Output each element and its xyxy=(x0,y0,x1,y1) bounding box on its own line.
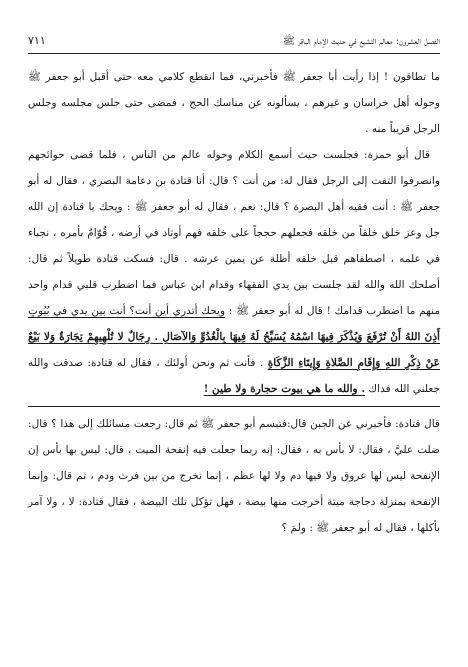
paragraph-3: قال قتادة: فأخبرني عن الجبن قال:فتبسم أبو جعفر ﷺ ثم قال: رجعت مسائلك إلى هذا ؟ قال: ضلت عليَّ ، فقال: لا بأس به ، فقال: إنه ربما جعلت فيه إنفحة الميت ، قال: ليس بها بأس إن الإنفحة ليس لها عروق ولا فيها دم ولا لها عظم ، إنما تخرج من بين فرث ودم ، ثم قال: وإنما الإنفحة بمنزلة دجاجة ميتة أخرجت منها بيضة ، فهل تؤكل تلك البيضة ، فقال قتادة: لا ، ولا آمر بأكلها ، فقال له أبو جعفر ﷺ : ولمَ ؟ xyxy=(28,418,440,534)
quran-verse: أَذِنَ اللهُ أَنْ تُرْفَعَ وَيُذْكَرَ فِيهَا اسْمُهُ يُسَبِّحُ لَهُ فِيهَا بِالْغُدُوِّ وَالآصَالِ . رِجَالٌ لا تُلْهِيهِمْ تِجَارَةٌ وَلا بَيْعٌ عَنْ ذِكْرِ اللهِ وَإِقَامِ الصَّلاةِ وَإِيتَاءِ الزَّكَاةِ xyxy=(28,331,440,369)
paragraph-2-text: قال أبو حمزة: فجلست حيث أسمع الكلام وحوله عالم من الناس ، فلما قضى حوائجهم وانصرفوا التفت إلى الرجل فقال له: من أنت ؟ قال: أنا قتادة بن دعامة البصري ، فقال له أبو جعفر ﷺ : أنت فقيه أهل البصرة ؟ قال: نعم ، فقال له أبو جعفر ﷺ : ويحك يا قتادة إن الله جل وعز خلق خلقاً من خلقه فجعلهم حججاً على خلقه فهم أوتاد في أرضه ، قُوّامٌ بأمره ، نجباء في علمه ، اصطفاهم قبل خلقه أظلة عن يمين عرشه . قال: فسكت قتادة طويلاً ثم قال: أصلحك الله والله لقد جلست بين يدي الفقهاء وقدام ابن عباس فما اضطرب قلبي قدام واحد منهم ما اضطرب قدامك ! قال له أبو جعفر ﷺ : xyxy=(28,149,441,317)
book-page xyxy=(28,34,440,654)
paragraph-1: ما تطاقون ! إذا رأيت أبا جعفر ﷺ فأخبرني، فما انقطع كلامي معه حتى أقبل أبو جعفر ﷺ وحوله أهل خراسان و غيرهم ، يسألونه عن مناسك الحج ، فمضى حتى جلس مجلسه وجلس الرجل قريباً منه . xyxy=(28,71,440,135)
section-divider xyxy=(28,406,440,407)
running-header xyxy=(28,34,440,54)
chapter-title: الفصل العشرون: معالم التشيع في حديث الإمام الباقر ﷺ xyxy=(282,36,440,47)
bold-conclusion: . والله ما هي بيوت حجارة ولا طين ! xyxy=(203,383,366,395)
paragraph-2-continuation: . فأنت ثم ونحن أولئك ، فقال له قتادة: صدقت والله جعلني الله فداك xyxy=(28,357,440,395)
underlined-quote: ويحك أتدري أين أنت؟ أنت بين يدي في بُيُوتٍ xyxy=(28,305,226,317)
paragraph-2 xyxy=(28,142,440,402)
page-number: ٧١١ xyxy=(28,34,46,47)
